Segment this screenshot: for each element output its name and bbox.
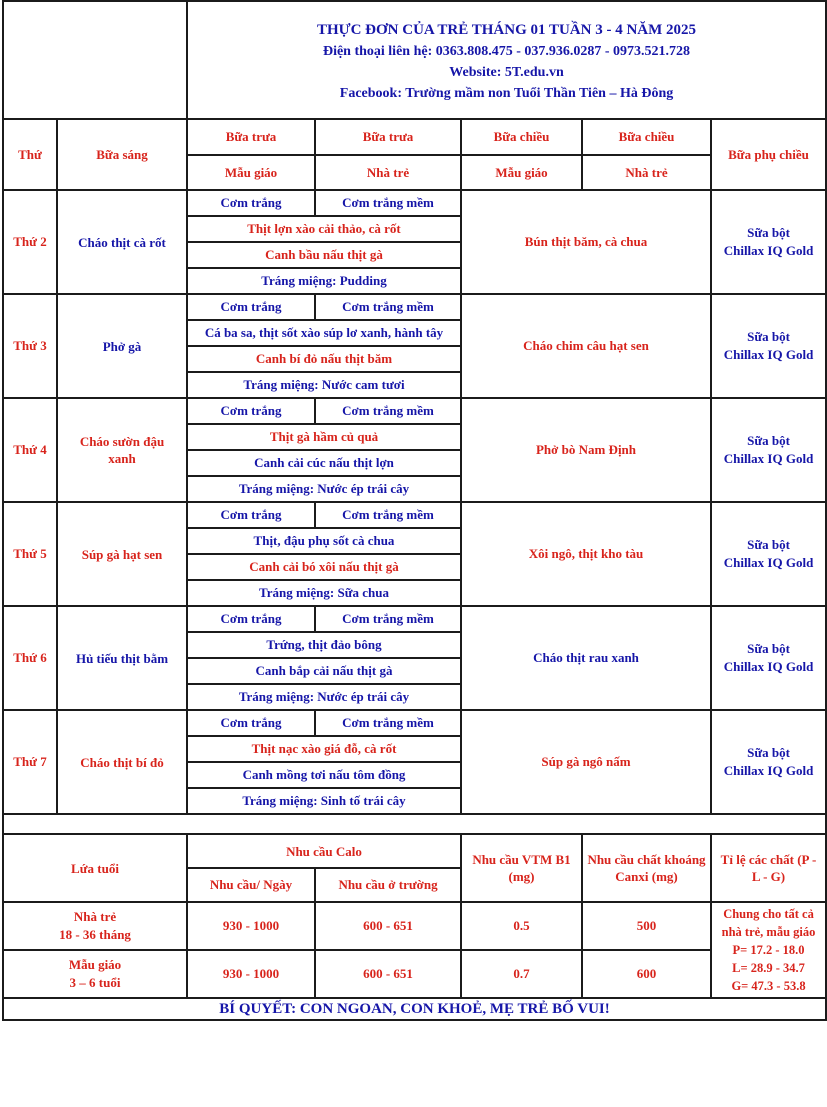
day-label: Thứ 5 [3,502,57,606]
extra-meal-cell [711,502,826,606]
age-group-cell [3,902,187,950]
nutrition-calo-header: Nhu cầu Calo [187,834,461,868]
subheader-nursery: Nhà trẻ [315,155,461,190]
extra-meal-line1: Sữa bột [747,641,790,656]
lunch-dessert-cell: Tráng miệng: Sữa chua [187,580,461,606]
extra-meal-cell [711,606,826,710]
calo-at-school-cell: 600 - 651 [315,902,461,950]
lunch-rice-nursery-cell: Cơm trắng mềm [315,606,461,632]
top-header-row [3,1,826,119]
afternoon-meal-cell: Bún thịt băm, cà chua [461,190,711,294]
subheader-preschool: Mẫu giáo [461,155,582,190]
col-header-afternoon-preschool: Bữa chiều [461,119,582,155]
lunch-rice-nursery-cell: Cơm trắng mềm [315,710,461,736]
nutrition-row-nursery [3,902,826,950]
lunch-dessert-cell: Tráng miệng: Nước ép trái cây [187,476,461,502]
breakfast-cell: Cháo thịt cà rốt [57,190,187,294]
spacer-row [3,814,826,834]
extra-meal-cell [711,294,826,398]
lunch-rice-preschool-cell: Cơm trắng [187,190,315,216]
extra-meal-line2: Chillax IQ Gold [723,659,814,674]
ratio-note-line: G= 47.3 - 53.8 [731,979,806,993]
extra-meal-line1: Sữa bột [747,745,790,760]
breakfast-cell: Cháo thịt bí đỏ [57,710,187,814]
age-group-line2: 3 – 6 tuổi [69,975,121,990]
extra-meal-line2: Chillax IQ Gold [723,243,814,258]
lunch-dish1-cell: Thịt nạc xào giá đỗ, cà rốt [187,736,461,762]
lunch-dish2-cell: Canh bắp cải nấu thịt gà [187,658,461,684]
day-label: Thứ 2 [3,190,57,294]
lunch-rice-preschool-cell: Cơm trắng [187,398,315,424]
extra-meal-line2: Chillax IQ Gold [723,451,814,466]
calo-per-day-cell: 930 - 1000 [187,950,315,998]
lunch-rice-preschool-cell: Cơm trắng [187,294,315,320]
col-header-lunch-nursery: Bữa trưa [315,119,461,155]
lunch-rice-nursery-cell: Cơm trắng mềm [315,502,461,528]
ratio-note-line: P= 17.2 - 18.0 [732,943,805,957]
extra-meal-line2: Chillax IQ Gold [723,347,814,362]
page-title: THỰC ĐƠN CỦA TRẺ THÁNG 01 TUẦN 3 - 4 NĂM 2025 [316,21,697,38]
lunch-dessert-cell: Tráng miệng: Sinh tố trái cây [187,788,461,814]
extra-meal-line1: Sữa bột [747,433,790,448]
afternoon-meal-cell: Súp gà ngô nấm [461,710,711,814]
day-label: Thứ 7 [3,710,57,814]
lunch-dish1-cell: Thịt, đậu phụ sốt cà chua [187,528,461,554]
afternoon-meal-cell: Phở bò Nam Định [461,398,711,502]
slogan-text: BÍ QUYẾT: CON NGOAN, CON KHOẺ, MẸ TRẺ BỐ VUI! [3,998,826,1020]
vtm-b1-cell: 0.7 [461,950,582,998]
lunch-dish1-cell: Cá ba sa, thịt sốt xào súp lơ xanh, hành tây [187,320,461,346]
menu-row-day2 [3,190,826,216]
extra-meal-line2: Chillax IQ Gold [723,763,814,778]
nutrition-row-preschool [3,950,826,998]
breakfast-cell: Phở gà [57,294,187,398]
breakfast-cell: Súp gà hạt sen [57,502,187,606]
nutrition-ratio-header: Tỉ lệ các chất (P - L - G) [711,834,826,902]
nutrition-age-header: Lứa tuổi [3,834,187,902]
lunch-rice-preschool-cell: Cơm trắng [187,502,315,528]
extra-meal-cell [711,190,826,294]
nutrition-perday-header: Nhu cầu/ Ngày [187,868,315,902]
age-group-cell [3,950,187,998]
day-label: Thứ 3 [3,294,57,398]
col-header-lunch-preschool: Bữa trưa [187,119,315,155]
lunch-dessert-cell: Tráng miệng: Nước cam tươi [187,372,461,398]
extra-meal-line1: Sữa bột [747,537,790,552]
lunch-dish1-cell: Trứng, thịt đảo bông [187,632,461,658]
facebook-line: Facebook: Trường mầm non Tuổi Thần Tiên – Hà Đông [339,85,674,101]
nutrition-canxi-header: Nhu cầu chất khoáng Canxi (mg) [582,834,711,902]
lunch-dish1-cell: Thịt lợn xào cải thảo, cà rốt [187,216,461,242]
breakfast-cell: Cháo sườn đậu xanh [57,398,187,502]
menu-row-day5 [3,502,826,528]
col-header-afternoon-nursery: Bữa chiều [582,119,711,155]
nutrition-header-row-1 [3,834,826,868]
col-header-extra: Bữa phụ chiều [711,119,826,190]
lunch-rice-preschool-cell: Cơm trắng [187,606,315,632]
col-header-breakfast: Bữa sáng [57,119,187,190]
calo-per-day-cell: 930 - 1000 [187,902,315,950]
menu-table [2,0,827,1021]
footer-row [3,998,826,1020]
col-header-day: Thứ [3,119,57,190]
lunch-dish2-cell: Canh bầu nấu thịt gà [187,242,461,268]
lunch-rice-nursery-cell: Cơm trắng mềm [315,294,461,320]
lunch-rice-nursery-cell: Cơm trắng mềm [315,398,461,424]
lunch-rice-preschool-cell: Cơm trắng [187,710,315,736]
nutrition-atschool-header: Nhu cầu ở trường [315,868,461,902]
extra-meal-line1: Sữa bột [747,225,790,240]
lunch-dessert-cell: Tráng miệng: Pudding [187,268,461,294]
canxi-cell: 500 [582,902,711,950]
lunch-dish2-cell: Canh mồng tơi nấu tôm đồng [187,762,461,788]
day-label: Thứ 4 [3,398,57,502]
lunch-dish2-cell: Canh cải cúc nấu thịt lợn [187,450,461,476]
nutrition-vtm-header: Nhu cầu VTM B1 (mg) [461,834,582,902]
afternoon-meal-cell: Xôi ngô, thịt kho tàu [461,502,711,606]
ratio-note-line: Chung cho tất cả nhà trẻ, mẫu giáo [721,907,816,939]
school-header-cell [187,1,826,119]
extra-meal-line1: Sữa bột [747,329,790,344]
lunch-rice-nursery-cell: Cơm trắng mềm [315,190,461,216]
menu-row-day7 [3,710,826,736]
lunch-dish2-cell: Canh cải bó xôi nấu thịt gà [187,554,461,580]
top-left-empty-cell [3,1,187,119]
ratio-note-line: L= 28.9 - 34.7 [732,961,805,975]
subheader-preschool: Mẫu giáo [187,155,315,190]
breakfast-cell: Hủ tiếu thịt bằm [57,606,187,710]
website-line: Website: 5T.edu.vn [449,64,564,80]
vtm-b1-cell: 0.5 [461,902,582,950]
afternoon-meal-cell: Cháo thịt rau xanh [461,606,711,710]
subheader-nursery: Nhà trẻ [582,155,711,190]
age-group-line2: 18 - 36 tháng [59,927,131,942]
lunch-dish2-cell: Canh bí đỏ nấu thịt băm [187,346,461,372]
ratio-note-cell [711,902,826,998]
contact-phone: Điện thoại liên hệ: 0363.808.475 - 037.936.0287 - 0973.521.728 [322,43,691,59]
canxi-cell: 600 [582,950,711,998]
extra-meal-line2: Chillax IQ Gold [723,555,814,570]
lunch-dish1-cell: Thịt gà hầm củ quả [187,424,461,450]
lunch-dessert-cell: Tráng miệng: Nước ép trái cây [187,684,461,710]
age-group-line1: Nhà trẻ [73,909,117,924]
calo-at-school-cell: 600 - 651 [315,950,461,998]
day-label: Thứ 6 [3,606,57,710]
spacer-cell [3,814,826,834]
menu-row-day4 [3,398,826,424]
menu-row-day6 [3,606,826,632]
column-header-row-1 [3,119,826,155]
extra-meal-cell [711,398,826,502]
afternoon-meal-cell: Cháo chim câu hạt sen [461,294,711,398]
age-group-line1: Mẫu giáo [68,957,122,972]
extra-meal-cell [711,710,826,814]
menu-row-day3 [3,294,826,320]
